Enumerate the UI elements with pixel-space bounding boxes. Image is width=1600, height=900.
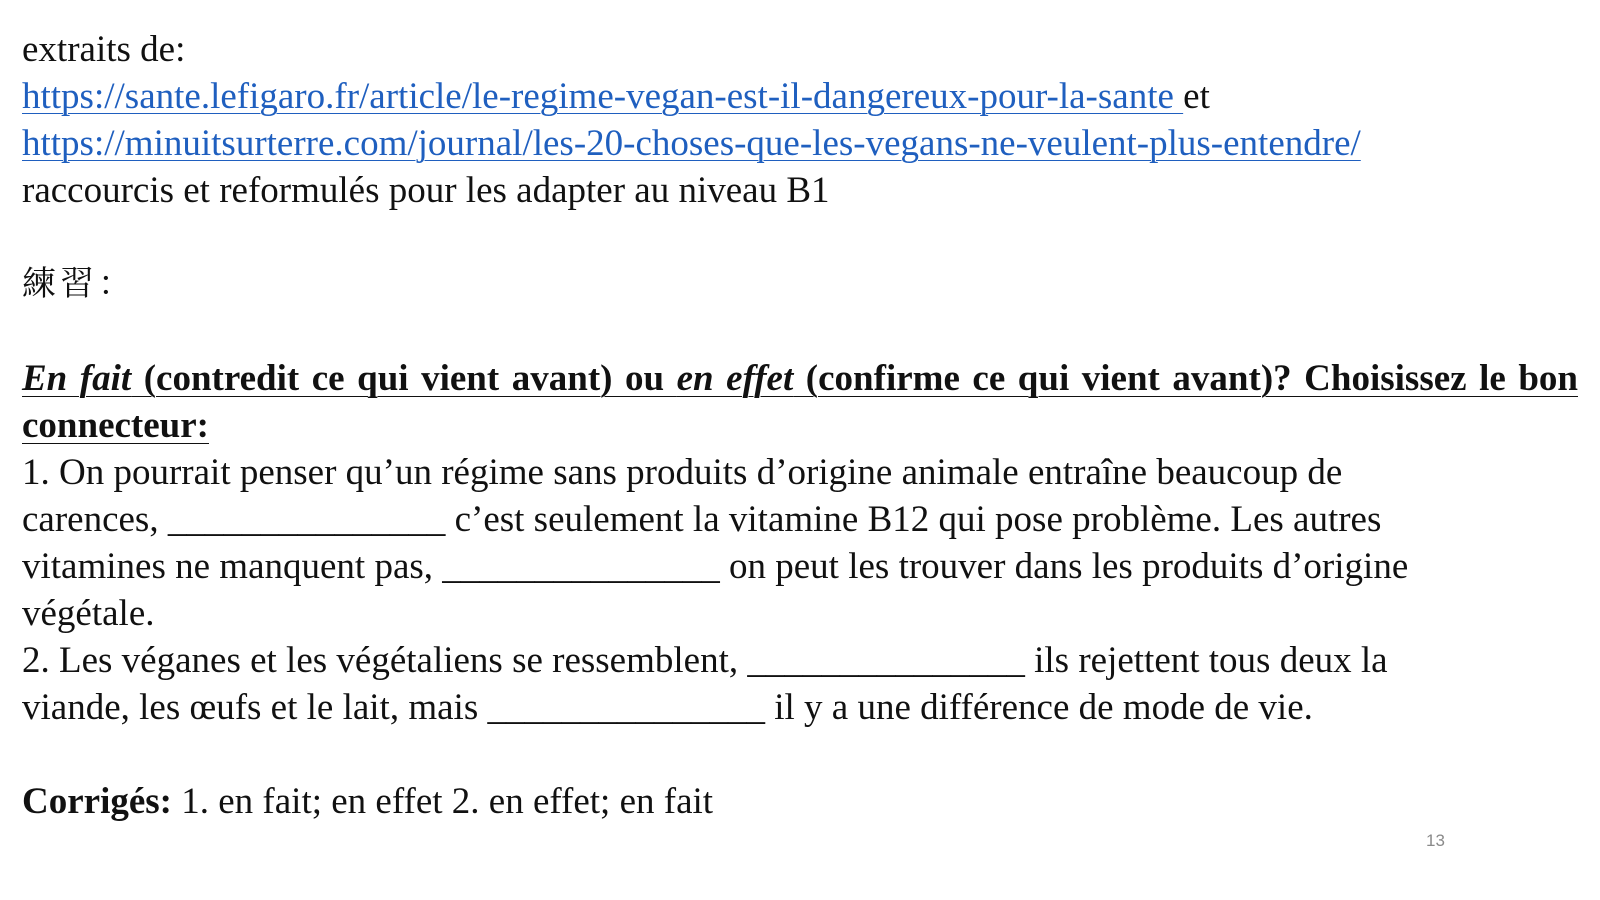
instruction-term-en-effet: en effet xyxy=(676,358,794,399)
spacer xyxy=(22,731,1578,778)
answers-text: 1. en fait; en effet 2. en effet; en fait xyxy=(172,781,714,822)
source-intro: extraits de: xyxy=(22,29,186,70)
slide-content xyxy=(22,26,1578,825)
instruction-part-2: (confirme ce qui vient avant)? Choisissez le bon connecteur: xyxy=(22,358,1578,446)
exercise-label: 練習： xyxy=(22,264,136,304)
answers-row xyxy=(22,778,1578,825)
question-1-line-3: vitamines ne manquent pas, _______________ on peut les trouver dans les produits d’origine xyxy=(22,546,1409,587)
page-number: 13 xyxy=(1426,831,1445,850)
source-link-lefigaro[interactable]: https://sante.lefigaro.fr/article/le-regime-vegan-est-il-dangereux-pour-la-sante xyxy=(22,76,1184,117)
answers-label: Corrigés: xyxy=(22,781,172,822)
question-1-line-1: 1. On pourrait penser qu’un régime sans produits d’origine animale entraîne beaucoup de xyxy=(22,452,1343,493)
question-2-line-1: 2. Les véganes et les végétaliens se ressemblent, _______________ ils rejettent tous deux la xyxy=(22,640,1388,681)
source-link-row-2 xyxy=(22,120,1578,167)
source-link-row-1 xyxy=(22,73,1578,120)
question-1-line-2: carences, _______________ c’est seulement la vitamine B12 qui pose problème. Les autres xyxy=(22,499,1382,540)
source-link-suffix: et xyxy=(1183,76,1210,117)
exercise-instruction xyxy=(22,355,1578,449)
question-1-line-4: végétale. xyxy=(22,593,155,634)
instruction-part-1: (contredit ce qui vient avant) ou xyxy=(131,358,677,399)
question-2-line-2: viande, les œufs et le lait, mais _______________ il y a une différence de mode de vie. xyxy=(22,687,1313,728)
spacer xyxy=(22,308,1578,355)
source-note: raccourcis et reformulés pour les adapter au niveau B1 xyxy=(22,170,830,211)
instruction-term-en-fait: En fait xyxy=(22,358,132,399)
spacer xyxy=(22,214,1578,261)
source-link-minuitsurterre[interactable]: https://minuitsurterre.com/journal/les-20-choses-que-les-vegans-ne-veulent-plus-entendre/ xyxy=(22,123,1361,164)
